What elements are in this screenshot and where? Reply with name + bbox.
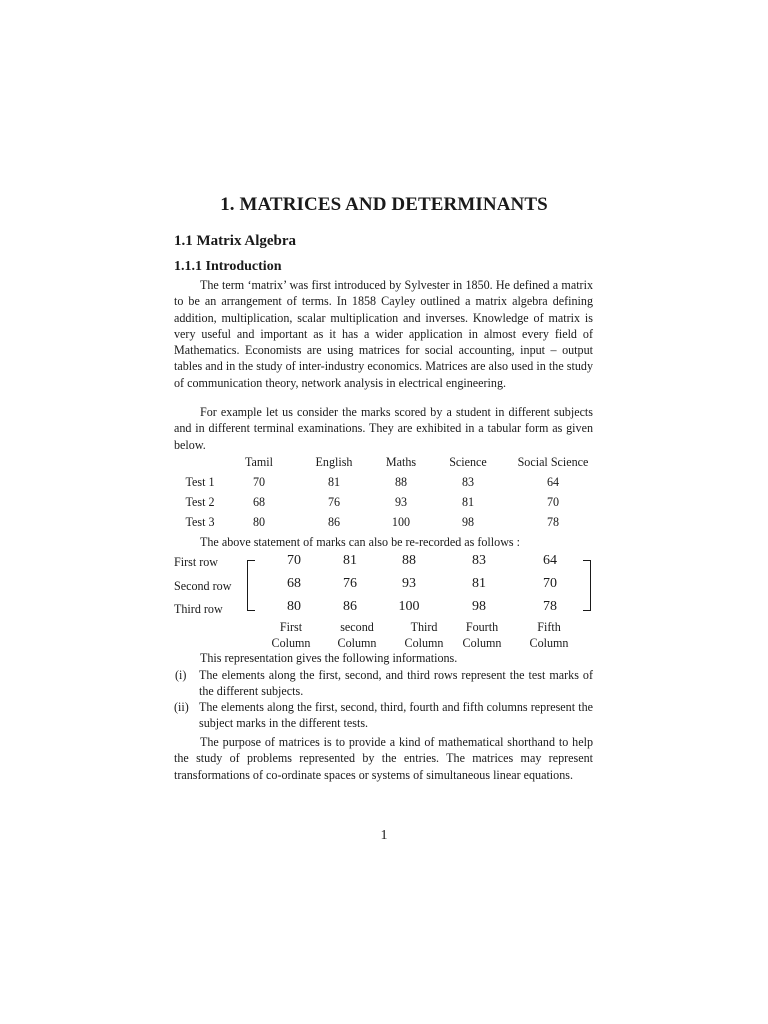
matrix-row-label: First row	[174, 555, 219, 569]
matrix-row-label: Second row	[174, 579, 232, 593]
matrix-cell: 70	[287, 553, 301, 568]
table-row-label: Test 1	[185, 475, 215, 489]
purpose-paragraph	[174, 734, 593, 783]
section-heading: 1.1 Matrix Algebra	[174, 233, 297, 249]
chapter-title: 1. MATRICES AND DETERMINANTS	[220, 194, 548, 215]
matrix-cell: 81	[472, 576, 486, 591]
list-item-text: The elements along the first, second, third, fourth and fifth columns represent the subject marks in the different tests.	[199, 700, 593, 731]
table-cell: 83	[461, 475, 475, 489]
table-cell: 70	[546, 495, 560, 509]
matrix-cell: 98	[472, 599, 486, 614]
table-cell: 81	[461, 495, 475, 509]
matrix-right-bracket	[583, 560, 591, 611]
table-cell: 100	[391, 515, 411, 529]
table-header-cell: Social Science	[517, 455, 589, 469]
table-cell: 68	[252, 495, 266, 509]
column-label-top: second	[340, 620, 374, 634]
intro-paragraph	[174, 277, 593, 391]
matrix-cell: 93	[402, 576, 416, 591]
matrix-cell: 70	[543, 576, 557, 591]
table-header-cell: Science	[449, 455, 487, 469]
table-cell: 64	[546, 475, 560, 489]
matrix-column-label	[256, 619, 326, 651]
column-label-top: Fifth	[537, 620, 561, 634]
matrix-column-label	[514, 619, 584, 651]
matrix-cell: 64	[543, 553, 557, 568]
column-label-top: Third	[410, 620, 438, 634]
table-cell: 88	[394, 475, 408, 489]
table-cell: 86	[327, 515, 341, 529]
table-cell: 80	[252, 515, 266, 529]
column-label-bottom: Column	[337, 636, 377, 650]
table-header-cell: Tamil	[244, 455, 274, 469]
restatement-line: The above statement of marks can also be re-recorded as follows :	[200, 535, 521, 549]
column-label-bottom: Column	[462, 636, 502, 650]
table-header-cell: English	[315, 455, 353, 469]
table-cell: 70	[252, 475, 266, 489]
column-label-bottom: Column	[404, 636, 444, 650]
matrix-column-label	[322, 619, 392, 651]
example-paragraph-text: For example let us consider the marks scored by a student in different subjects and in different terminal examinations. They are exhibited in a tabular form as given below.	[174, 405, 593, 452]
matrix-cell: 78	[543, 599, 557, 614]
column-label-bottom: Column	[271, 636, 311, 650]
list-item-number: (ii)	[174, 700, 189, 714]
table-cell: 98	[461, 515, 475, 529]
intro-paragraph-text: The term ‘matrix’ was first introduced by Sylvester in 1850. He defined a matrix to be an arrangement of terms. In 1858 Cayley outlined a matrix algebra defining addition, multiplication, scalar multiplication and inverses. Knowledge of matrix is very useful and important as it has a wider application in almost every field of Mathematics. Economists are using matrices for social accounting, input – output tables and in the study of inter-industry economics. Matrices are also used in the study of communication theory, network analysis in electrical engineering.	[174, 278, 593, 390]
matrix-cell: 100	[398, 599, 420, 614]
info-line: This representation gives the following informations.	[200, 651, 458, 665]
example-paragraph	[174, 404, 593, 453]
matrix-cell: 86	[343, 599, 357, 614]
matrix-cell: 68	[287, 576, 301, 591]
matrix-cell: 80	[287, 599, 301, 614]
table-cell: 76	[327, 495, 341, 509]
matrix-cell: 81	[343, 553, 357, 568]
table-row-label: Test 3	[185, 515, 215, 529]
table-row-label: Test 2	[185, 495, 215, 509]
subsection-heading: 1.1.1 Introduction	[174, 259, 282, 274]
matrix-row-label: Third row	[174, 602, 223, 616]
column-label-top: Fourth	[465, 620, 499, 634]
column-label-top: First	[279, 620, 303, 634]
purpose-paragraph-text: The purpose of matrices is to provide a kind of mathematical shorthand to help the study of problems represented by the entries. The matrices may represent transformations of co-ordinate spaces or systems of simultaneous linear equations.	[174, 735, 593, 782]
list-item-number: (i)	[175, 668, 187, 682]
matrix-cell: 76	[343, 576, 357, 591]
matrix-left-bracket	[247, 560, 255, 611]
table-cell: 78	[546, 515, 560, 529]
table-cell: 81	[327, 475, 341, 489]
table-cell: 93	[394, 495, 408, 509]
table-header-cell: Maths	[385, 455, 417, 469]
matrix-cell: 88	[402, 553, 416, 568]
list-item-text: The elements along the first, second, and third rows represent the test marks of the different subjects.	[199, 668, 593, 699]
column-label-bottom: Column	[529, 636, 569, 650]
page-number: 1	[380, 828, 388, 843]
matrix-column-label	[447, 619, 517, 651]
matrix-cell: 83	[472, 553, 486, 568]
